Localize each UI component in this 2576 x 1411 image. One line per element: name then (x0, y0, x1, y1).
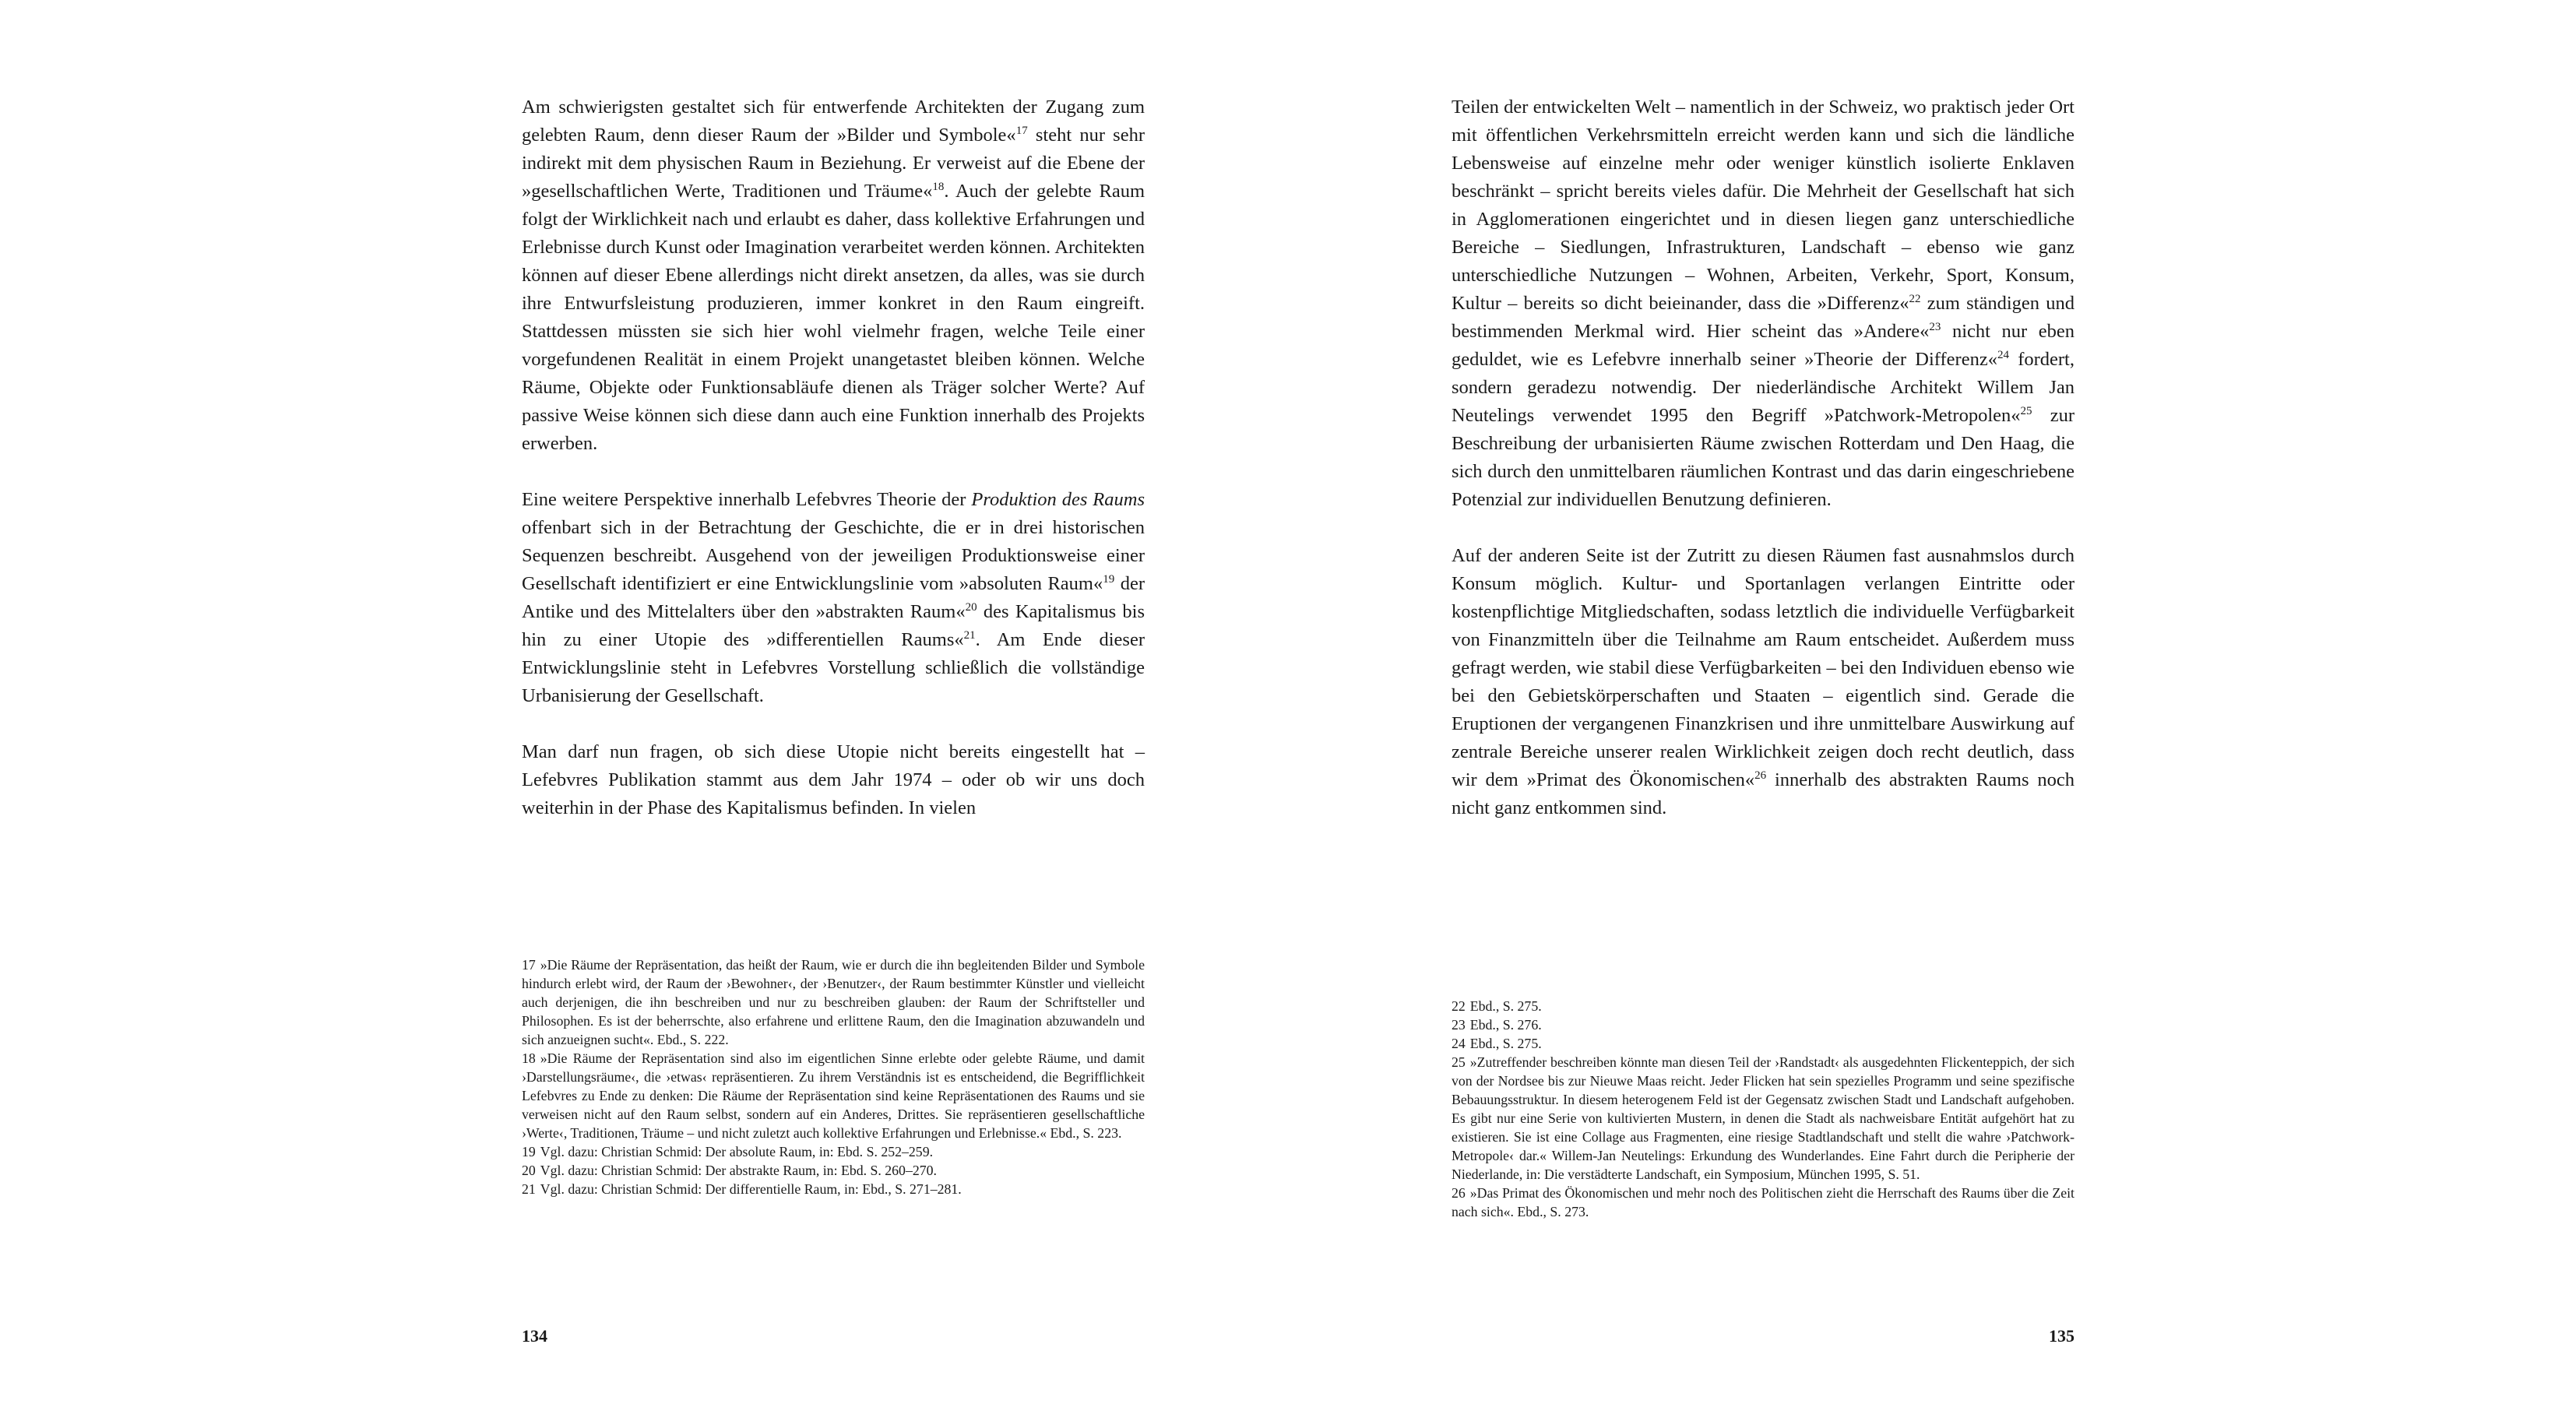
footnote (522, 955, 1145, 1049)
footnote-text: »Das Primat des Ökonomischen und mehr noch des Politischen zieht die Herrschaft des Raums über die Zeit nach sich«. Ebd., S. 273. (1452, 1185, 2075, 1219)
footnote-text: Ebd., S. 275. (1469, 998, 1542, 1014)
text-run: innerhalb des abstrakten Raums noch nicht ganz entkommen sind. (1452, 769, 2075, 818)
body-paragraph (1452, 93, 2075, 514)
footnote (522, 1161, 1145, 1180)
body-paragraph (522, 486, 1145, 710)
footnote-reference[interactable]: 21 (963, 629, 976, 642)
text-run: der Antike und des Mittelalters über den »abstrakten Raum« (522, 573, 1145, 622)
footnote-text: »Die Räume der Repräsentation sind also im eigentlichen Sinne erlebte oder gelebte Räume, und damit ›Darstellungsräume‹, die ›etwas‹ repräsentieren. Zu ihrem Verständnis ist es entscheidend, die Begrifflichkeit Lefebvres zu Ende zu denken: Die Räume der Repräsentation sind keine Repräsentationen des Raums und sie verweisen nicht auf den Raum selbst, sondern auf ein Anderes, Drittes. Sie repräsentieren gesellschaftliche ›Werte‹, Traditionen, Träume – und nicht zuletzt auch kollektive Erfahrungen und Erlebnisse.« Ebd., S. 223. (522, 1050, 1145, 1141)
page-number-left: 134 (522, 1326, 547, 1346)
text-run: des Kapitalismus bis hin zu einer Utopie des »differentiellen Raums« (522, 601, 1145, 650)
footnote-reference[interactable]: 18 (932, 181, 945, 193)
footnote (1452, 1053, 2075, 1184)
footnote-reference[interactable]: 24 (1997, 349, 2009, 361)
text-run: Man darf nun fragen, ob sich diese Utopie nicht bereits eingestellt hat – Lefebvres Publikation stammt aus dem Jahr 1974 – oder ob wir uns doch weiterhin in der Phase des Kapitalismus befinden. In vielen (522, 741, 1145, 818)
text-run: steht nur sehr indirekt mit dem physischen Raum in Beziehung. Er verweist auf die Ebene der »gesellschaftlichen Werte, Traditionen und Träume« (522, 125, 1145, 202)
text-run: nicht nur eben geduldet, wie es Lefebvre innerhalb seiner »Theorie der Differenz« (1452, 321, 2075, 370)
footnote-number: 26 (1452, 1185, 1466, 1201)
footnote (522, 1180, 1145, 1198)
footnote-reference[interactable]: 17 (1015, 125, 1028, 137)
text-run: offenbart sich in der Betrachtung der Geschichte, die er in drei historischen Sequenzen beschreibt. Ausgehend von der jeweiligen Produktionsweise einer Gesellschaft identifiziert er eine Entwicklungslinie vom »absoluten Raum« (522, 517, 1145, 594)
footnote-number: 23 (1452, 1017, 1466, 1033)
footnote-number: 25 (1452, 1054, 1466, 1070)
footnote-text: »Die Räume der Repräsentation, das heißt der Raum, wie er durch die ihn begleitenden Bilder und Symbole hindurch erlebt wird, der Raum der ›Bewohner‹, der ›Benutzer‹, der Raum bestimmter Künstler und vielleicht auch derjenigen, die ihn beschreiben und nur zu beschreiben glauben: der Raum der Schriftsteller und Philosophen. Es ist der beherrschte, also erfahrene und erlittene Raum, den die Imagination abzuwandeln und sich anzueignen sucht«. Ebd., S. 222. (522, 957, 1145, 1047)
footnote-reference[interactable]: 25 (2020, 405, 2032, 417)
italic-title: Produktion des Raums (971, 489, 1145, 510)
right-page (1288, 0, 2576, 1411)
footnote-number: 20 (522, 1163, 536, 1178)
footnote-reference[interactable]: 20 (965, 601, 977, 614)
footnote-number: 21 (522, 1181, 536, 1197)
footnote-number: 17 (522, 957, 536, 973)
body-paragraph (522, 93, 1145, 458)
footnote-reference[interactable]: 19 (1103, 573, 1115, 586)
text-run: fordert, sondern geradezu notwendig. Der niederländische Architekt Willem Jan Neutelings verwendet 1995 den Begriff »Patchwork-Metropolen« (1452, 349, 2075, 426)
footnote-reference[interactable]: 23 (1929, 321, 1941, 333)
footnote (522, 1142, 1145, 1161)
left-body-text (522, 93, 1145, 822)
footnote-text: »Zutreffender beschreiben könnte man diesen Teil der ›Randstadt‹ als ausgedehnten Flickenteppich, der sich von der Nordsee bis zur Nieuwe Maas reicht. Jeder Flicken hat sein spezielles Programm und seine spezifische Bebauungsstruktur. In diesem heterogenem Feld ist der Gegensatz zwischen Stadt und Landschaft aufgehoben. Es gibt nur eine Serie von kultivierten Mustern, in denen die Stadt als nachweisbare Entität aufgehört hat zu existieren. Sie ist eine Collage aus Fragmenten, eine riesige Stadtlandschaft und stellt die wahre ›Patchwork-Metropole‹ dar.« Willem-Jan Neutelings: Erkundung des Wunderlandes. Eine Fahrt durch die Peripherie der Niederlande, in: Die verstädterte Landschaft, ein Symposium, München 1995, S. 51. (1452, 1054, 2075, 1182)
text-run: zum ständigen und bestimmenden Merkmal wird. Hier scheint das »Andere« (1452, 293, 2075, 342)
text-run: Eine weitere Perspektive innerhalb Lefebvres Theorie der (522, 489, 972, 510)
text-run: Teilen der entwickelten Welt – namentlich in der Schweiz, wo praktisch jeder Ort mit öffentlichen Verkehrsmitteln erreicht werden kann und sich die ländliche Lebensweise auf einzelne mehr oder weniger künstlich isolierte Enklaven beschränkt – spricht bereits vieles dafür. Die Mehrheit der Gesellschaft hat sich in Agglomerationen eingerichtet und in diesen liegen ganz unterschiedliche Bereiche – Siedlungen, Infrastrukturen, Landschaft – ebenso wie ganz unterschiedliche Nutzungen – Wohnen, Arbeiten, Verkehr, Sport, Konsum, Kultur – bereits so dicht beieinander, dass die »Differenz« (1452, 97, 2075, 314)
text-run: . Am Ende dieser Entwicklungslinie steht in Lefebvres Vorstellung schließlich die vollständige Urbanisierung der Gesellschaft. (522, 629, 1145, 706)
text-run: Auf der anderen Seite ist der Zutritt zu diesen Räumen fast ausnahmslos durch Konsum möglich. Kultur- und Sportanlagen verlangen Eintritte oder kostenpflichtige Mitgliedschaften, sodass letztlich die individuelle Verfügbarkeit von Finanzmitteln über die Teilnahme am Raum entscheidet. Außerdem muss gefragt werden, wie stabil diese Verfügbarkeiten – bei den Individuen ebenso wie bei den Gebietskörperschaften und Staaten – eigentlich sind. Gerade die Eruptionen der vergangenen Finanzkrisen und ihre unmittelbare Auswirkung auf zentrale Bereiche unserer realen Wirklichkeit zeigen doch recht deutlich, dass wir dem »Primat des Ökonomischen« (1452, 545, 2075, 790)
footnote-text: Ebd., S. 276. (1469, 1017, 1542, 1033)
body-paragraph (522, 738, 1145, 822)
footnote-text: Vgl. dazu: Christian Schmid: Der absolute Raum, in: Ebd. S. 252–259. (540, 1144, 934, 1159)
footnote-number: 19 (522, 1144, 536, 1159)
footnote-text: Vgl. dazu: Christian Schmid: Der differentielle Raum, in: Ebd., S. 271–281. (540, 1181, 962, 1197)
left-footnotes (522, 955, 1145, 1198)
footnote-reference[interactable]: 26 (1754, 769, 1767, 782)
right-body-text (1452, 93, 2075, 822)
body-paragraph (1452, 542, 2075, 822)
footnote (1452, 1034, 2075, 1053)
right-footnotes (1452, 997, 2075, 1221)
footnote-text: Vgl. dazu: Christian Schmid: Der abstrakte Raum, in: Ebd. S. 260–270. (540, 1163, 937, 1178)
footnote-text: Ebd., S. 275. (1469, 1036, 1542, 1051)
footnote-number: 24 (1452, 1036, 1466, 1051)
footnote (522, 1049, 1145, 1142)
footnote (1452, 1015, 2075, 1034)
footnote-reference[interactable]: 22 (1909, 293, 1921, 305)
footnote-number: 22 (1452, 998, 1466, 1014)
footnote (1452, 997, 2075, 1015)
text-run: . Auch der gelebte Raum folgt der Wirklichkeit nach und erlaubt es daher, dass kollektive Erfahrungen und Erlebnisse durch Kunst oder Imagination verarbeitet werden können. Architekten können auf dieser Ebene allerdings nicht direkt ansetzen, da alles, was sie durch ihre Entwurfsleistung produzieren, immer konkret in den Raum eingreift. Stattdessen müssten sie sich hier wohl vielmehr fragen, welche Teile einer vorgefundenen Realität in einem Projekt unangetastet bleiben können. Welche Räume, Objekte oder Funktionsabläufe dienen als Träger solcher Werte? Auf passive Weise können sich diese dann auch eine Funktion innerhalb des Projekts erwerben. (522, 181, 1145, 454)
footnote (1452, 1184, 2075, 1221)
text-run: Am schwierigsten gestaltet sich für entwerfende Architekten der Zugang zum gelebten Raum, denn dieser Raum der »Bilder und Symbole« (522, 97, 1145, 146)
page-number-right: 135 (2049, 1326, 2075, 1346)
footnote-number: 18 (522, 1050, 536, 1066)
text-run: zur Beschreibung der urbanisierten Räume zwischen Rotterdam und Den Haag, die sich durch den unmittelbaren räumlichen Kontrast und das darin eingeschriebene Potenzial zur individuellen Benutzung definieren. (1452, 405, 2075, 510)
